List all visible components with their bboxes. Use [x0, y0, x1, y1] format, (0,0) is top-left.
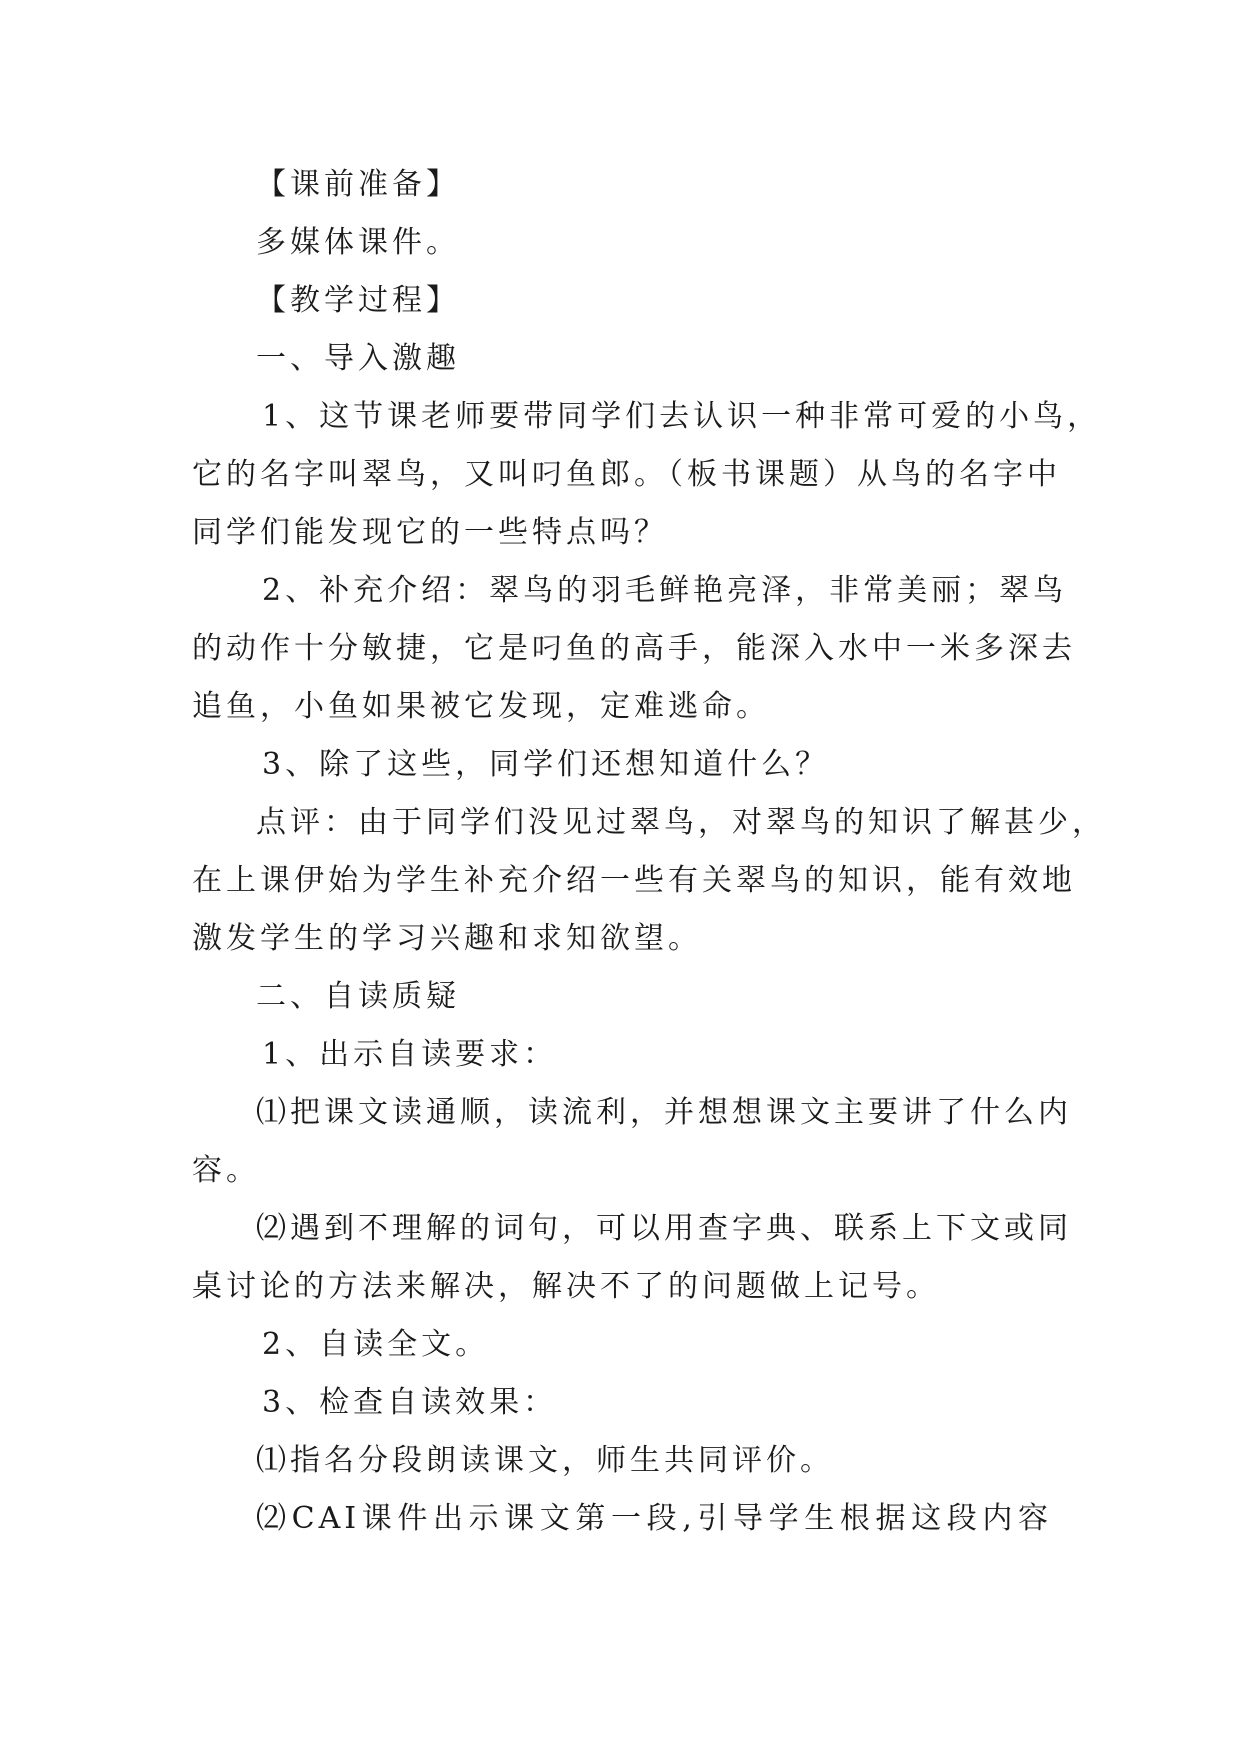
subsection-heading: 一、导入激趣 — [256, 341, 460, 376]
comment-line: 激发学生的学习兴趣和求知欲望。 — [192, 921, 702, 956]
paragraph-line: 2、补充介绍：翠鸟的羽毛鲜艳亮泽，非常美丽；翠鸟 — [262, 573, 1068, 608]
subsection-heading: 二、自读质疑 — [256, 979, 460, 1014]
section-heading-preparation: 【课前准备】 — [256, 167, 460, 202]
paragraph-line: 追鱼，小鱼如果被它发现，定难逃命。 — [192, 689, 770, 724]
comment-line: 点评：由于同学们没见过翠鸟，对翠鸟的知识了解甚少， — [256, 805, 1106, 840]
list-item-line: ⑵CAI课件出示课文第一段,引导学生根据这段内容 — [256, 1501, 1052, 1536]
list-item-line: ⑴指名分段朗读课文，师生共同评价。 — [256, 1443, 834, 1478]
paragraph-line: 3、检查自读效果： — [262, 1385, 558, 1420]
comment-line: 在上课伊始为学生补充介绍一些有关翠鸟的知识，能有效地 — [192, 863, 1076, 898]
list-item-line: 桌讨论的方法来解决，解决不了的问题做上记号。 — [192, 1269, 940, 1304]
list-item-line: ⑴把课文读通顺，读流利，并想想课文主要讲了什么内 — [256, 1095, 1072, 1130]
paragraph-line: 3、除了这些，同学们还想知道什么？ — [262, 747, 830, 782]
paragraph-line: 1、出示自读要求： — [262, 1037, 558, 1072]
paragraph-line: 它的名字叫翠鸟，又叫叼鱼郎。（板书课题）从鸟的名字中 — [192, 457, 1061, 492]
section-heading-process: 【教学过程】 — [256, 283, 460, 318]
paragraph-line: 的动作十分敏捷，它是叼鱼的高手，能深入水中一米多深去 — [192, 631, 1076, 666]
paragraph-line: 2、自读全文。 — [262, 1327, 490, 1362]
paragraph-line: 同学们能发现它的一些特点吗？ — [192, 515, 668, 550]
paragraph-line: 1、这节课老师要带同学们去认识一种非常可爱的小鸟， — [262, 399, 1102, 434]
list-item-line: ⑵遇到不理解的词句，可以用查字典、联系上下文或同 — [256, 1211, 1072, 1246]
paragraph-line: 多媒体课件。 — [256, 225, 460, 260]
list-item-line: 容。 — [192, 1153, 260, 1188]
